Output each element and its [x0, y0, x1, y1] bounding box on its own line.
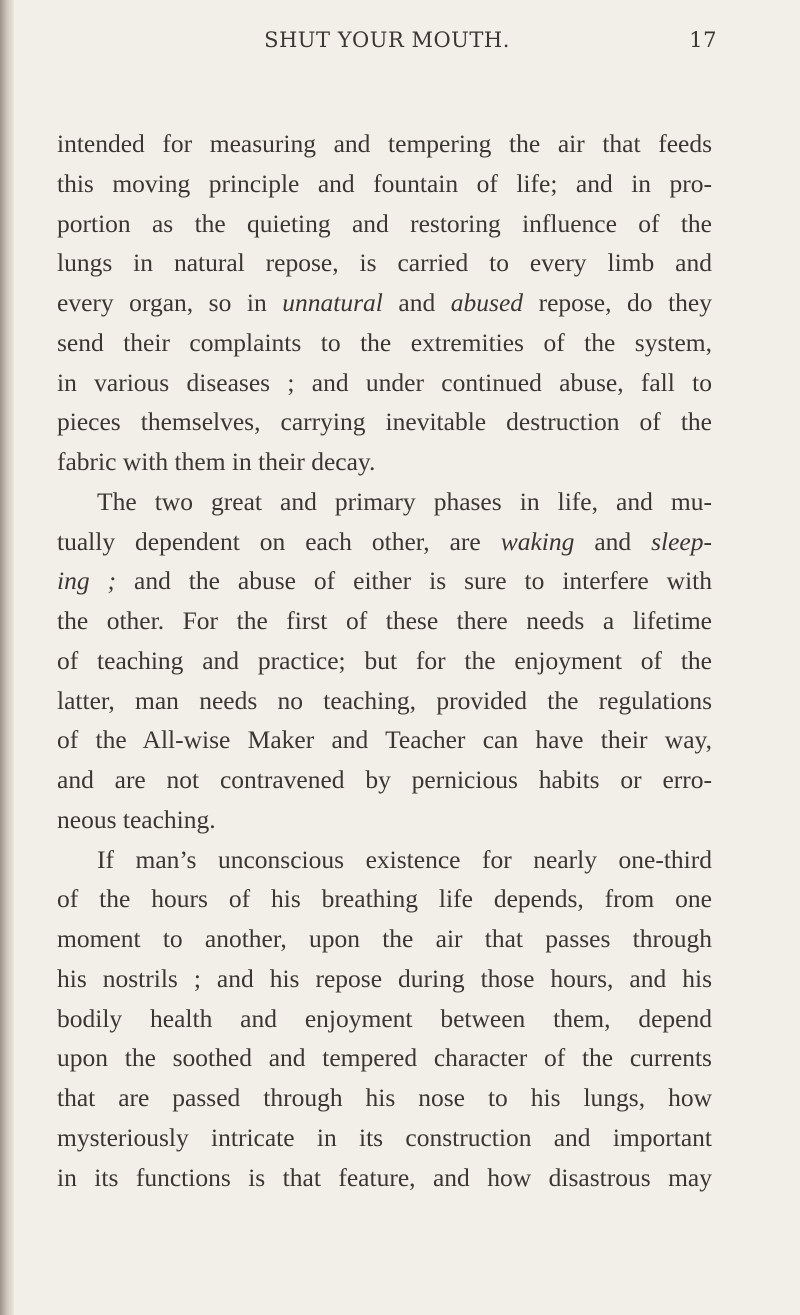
body-text — [57, 124, 712, 1197]
text-line — [57, 1158, 712, 1198]
text-line — [57, 164, 712, 204]
italic-text: unnatural — [282, 288, 383, 317]
text-line — [57, 243, 712, 283]
text-line — [57, 999, 712, 1039]
text-segment: this moving principle and fountain of life; and in pro- — [57, 168, 712, 198]
text-segment: If man’s unconscious existence for nearly one-third — [97, 844, 712, 874]
italic-text: sleep- — [651, 526, 712, 556]
text-line — [57, 204, 712, 244]
page-header — [57, 22, 717, 58]
text-segment: fabric with them in their decay. — [57, 447, 376, 476]
text-segment: intended for measuring and tempering the air that feeds — [57, 129, 712, 158]
text-segment: of teaching and practice; but for the enjoyment of the — [57, 645, 712, 675]
text-line — [57, 800, 712, 840]
text-line — [57, 283, 712, 323]
text-segment: and — [382, 288, 451, 317]
text-segment: send their complaints to the extremities of the system, — [57, 327, 712, 357]
text-line — [57, 482, 712, 522]
italic-text: waking — [500, 526, 575, 556]
italic-text: ing ; — [57, 566, 117, 596]
text-segment: portion as the quieting and restoring influence of the — [57, 208, 712, 238]
text-line — [57, 402, 712, 442]
text-line — [57, 601, 712, 641]
text-segment: in its functions is that feature, and how disastrous may — [57, 1162, 712, 1192]
text-segment: and are not contravened by pernicious habits or erro- — [57, 765, 712, 794]
text-segment: and — [574, 526, 652, 556]
text-line — [57, 959, 712, 999]
text-segment: pieces themselves, carrying inevitable destruction of the — [57, 407, 712, 437]
page-number: 17 — [689, 28, 717, 52]
text-line — [57, 1118, 712, 1158]
text-segment: moment to another, upon the air that passes through — [57, 924, 712, 953]
text-segment: mysteriously intricate in its construction and important — [57, 1122, 712, 1152]
text-segment: bodily health and enjoyment between them, depend — [57, 1003, 712, 1033]
text-segment: repose, do they — [523, 288, 712, 317]
text-line — [57, 522, 712, 562]
running-title: SHUT YOUR MOUTH. — [264, 28, 510, 52]
text-line — [57, 1038, 712, 1078]
text-segment: The two great and primary phases in life, and mu- — [97, 486, 712, 516]
text-segment: every organ, so in — [57, 288, 283, 317]
text-segment: the other. For the first of these there needs a lifetime — [57, 606, 712, 635]
text-segment: and the abuse of either is sure to interfere with — [116, 566, 712, 596]
text-line — [57, 561, 712, 601]
text-segment: tually dependent on each other, are — [57, 526, 501, 556]
text-segment: of the hours of his breathing life depends, from one — [57, 884, 712, 914]
text-segment: latter, man needs no teaching, provided the regulations — [57, 685, 712, 715]
text-line — [57, 681, 712, 721]
text-segment: upon the soothed and tempered character of the currents — [57, 1043, 712, 1073]
text-line — [57, 363, 712, 403]
text-line — [57, 879, 712, 919]
text-segment: lungs in natural repose, is carried to every limb and — [57, 248, 712, 278]
text-segment: in various diseases ; and under continued abuse, fall to — [57, 367, 712, 397]
text-line — [57, 641, 712, 681]
text-line — [57, 1078, 712, 1118]
text-line — [57, 760, 712, 800]
text-segment: neous teaching. — [57, 804, 216, 834]
text-segment: his nostrils ; and his repose during those hours, and his — [57, 963, 712, 993]
text-segment: that are passed through his nose to his lungs, how — [57, 1083, 712, 1112]
italic-text: abused — [450, 288, 524, 317]
text-line — [57, 840, 712, 880]
text-line — [57, 720, 712, 760]
text-line — [57, 323, 712, 363]
text-line — [57, 442, 712, 482]
text-segment: of the All-wise Maker and Teacher can have their way, — [57, 725, 712, 755]
text-line — [57, 124, 712, 164]
text-line — [57, 919, 712, 959]
book-binding-edge — [0, 0, 14, 1315]
